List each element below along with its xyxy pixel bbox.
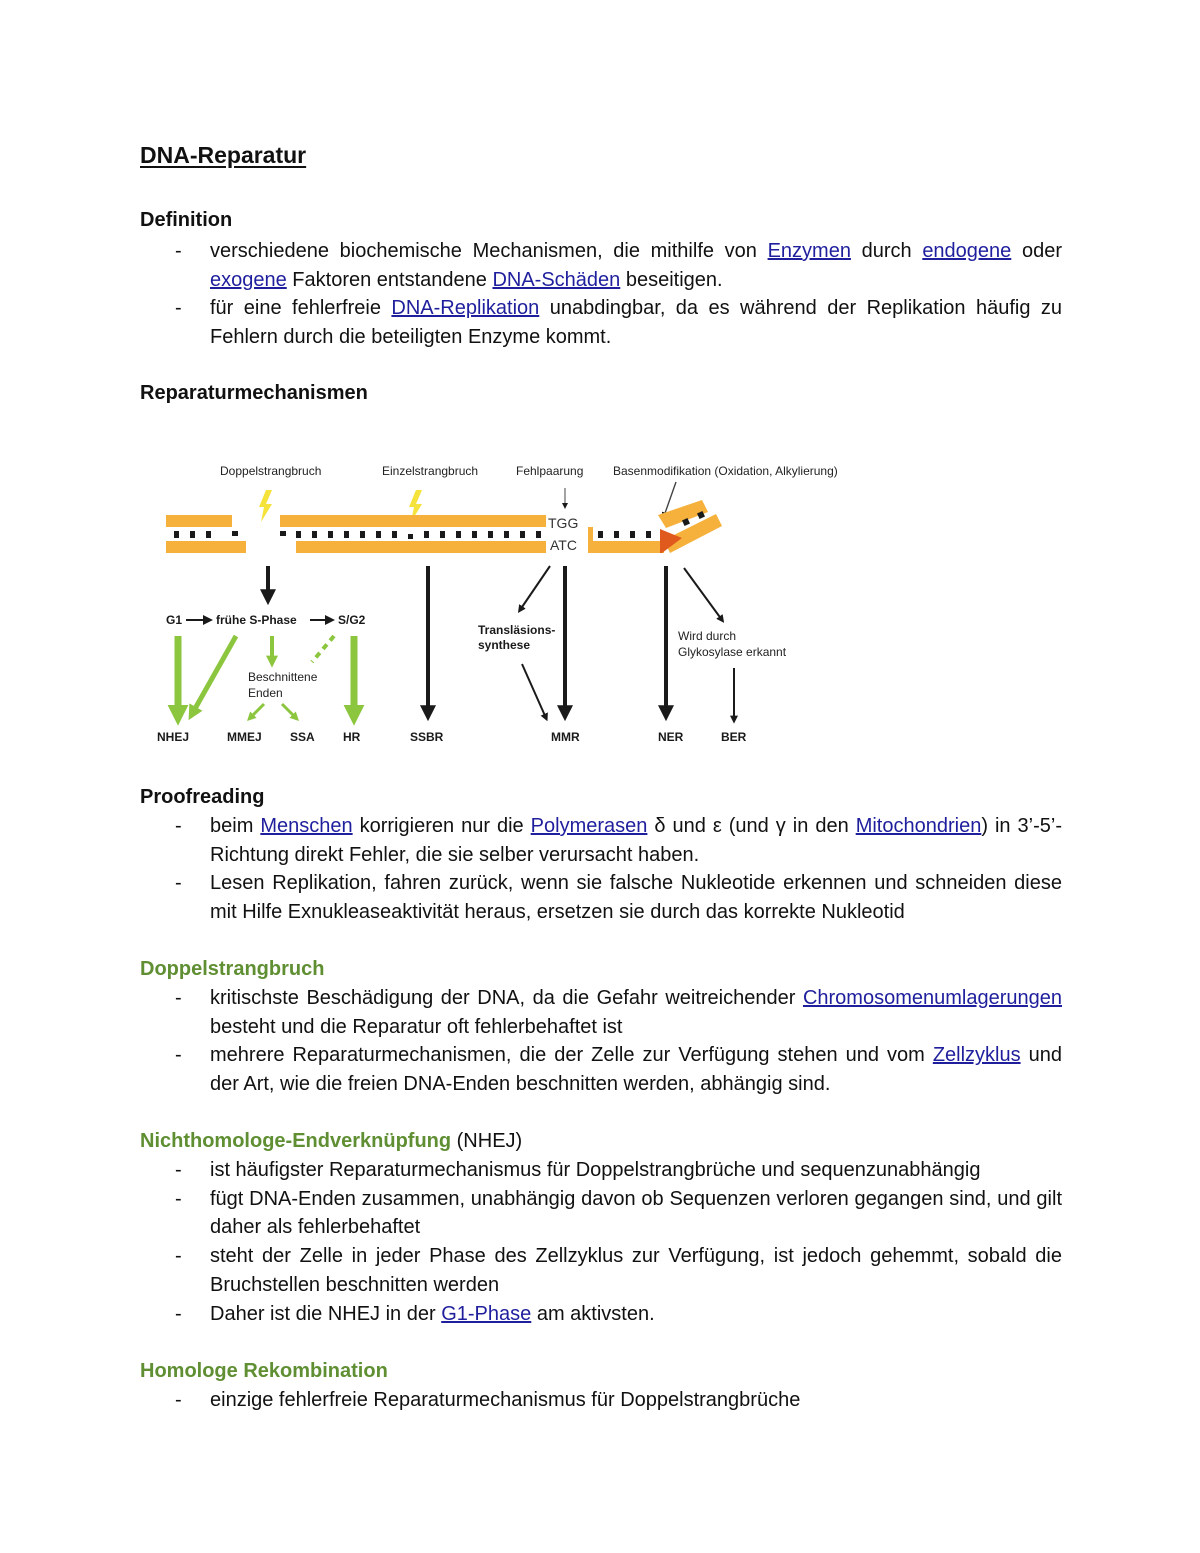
label-enden: Enden <box>248 686 283 700</box>
list-item <box>140 1041 1062 1098</box>
list-item: - ist häufigster Reparaturmechanismus für Doppelstrangbrüche und sequenzunabhängig <box>140 1156 1062 1185</box>
list-item: - steht der Zelle in jeder Phase des Zellzyklus zur Verfügung, ist jedoch gehemmt, sobald die Bruchstellen beschnitten werden <box>140 1242 1062 1299</box>
text: oder <box>1011 240 1062 262</box>
arrow <box>522 664 546 718</box>
label-ber: BER <box>721 730 747 744</box>
text: korrigieren nur die <box>352 815 531 837</box>
dna-strand <box>166 500 722 553</box>
list-item <box>140 812 1062 869</box>
link-enzymen[interactable]: Enzymen <box>767 240 851 262</box>
text: für eine fehlerfreie <box>210 297 392 320</box>
text: und der Art, wie die freien DNA-Enden beschnitten werden, abhängig sind. <box>210 1044 1062 1096</box>
link-exogene[interactable]: exogene <box>210 268 287 291</box>
link-polymerasen[interactable]: Polymerasen <box>530 815 648 837</box>
homologe-rekombination-list <box>140 1386 1062 1415</box>
lightning-icon <box>259 490 272 522</box>
label-nhej: NHEJ <box>157 730 190 744</box>
heading-text: Nichthomologe-Endverknüpfung <box>140 1130 452 1152</box>
label-translaesion: Transläsions- <box>478 623 556 637</box>
label-glykosylase: Glykosylase erkannt <box>678 645 787 659</box>
link-chromosomenumlagerungen[interactable]: Chromosomenumlagerungen <box>802 987 1062 1009</box>
heading-doppelstrangbruch: Doppelstrangbruch <box>140 958 325 980</box>
list-item <box>140 294 1062 351</box>
link-zellzyklus[interactable]: Zellzyklus <box>932 1044 1021 1067</box>
label-synthese: synthese <box>478 638 531 652</box>
link-dna-schaeden[interactable]: DNA-Schäden <box>492 268 621 291</box>
text: besteht und die Reparatur oft fehlerbehaftet ist <box>210 1015 623 1038</box>
text: am aktivsten. <box>531 1302 655 1325</box>
text: Daher ist die NHEJ in der <box>210 1302 442 1325</box>
definition-list <box>140 237 1062 352</box>
text: kritischste Beschädigung der DNA, da die Gefahr weitreichender <box>210 987 803 1009</box>
arrow-ssa <box>282 704 296 718</box>
label-mmej: MMEJ <box>227 730 262 744</box>
label-mmr: MMR <box>551 730 580 744</box>
arrow-dashed <box>312 636 334 662</box>
label-einzelstrangbruch: Einzelstrangbruch <box>382 464 479 478</box>
label-hr: HR <box>343 730 361 744</box>
page-title: DNA-Reparatur <box>140 142 307 168</box>
arrow <box>684 568 722 620</box>
link-dna-replikation[interactable]: DNA-Replikation <box>391 297 540 320</box>
sequence-bottom: ATC <box>550 537 577 553</box>
proofreading-list <box>140 812 1062 927</box>
heading-proofreading: Proofreading <box>140 786 265 808</box>
label-s-g2: S/G2 <box>338 613 366 627</box>
label-wird-durch: Wird durch <box>678 629 737 643</box>
label-fruehe-s-phase: frühe S-Phase <box>216 613 297 627</box>
list-item <box>140 984 1062 1041</box>
arrow <box>192 636 236 714</box>
heading-definition: Definition <box>140 209 233 231</box>
label-g1: G1 <box>166 613 183 627</box>
heading-reparaturmechanismen: Reparaturmechanismen <box>140 382 368 404</box>
text: δ und ε (und γ in den <box>647 815 856 837</box>
list-item: - einzige fehlerfreie Reparaturmechanismus für Doppelstrangbrüche <box>140 1386 1062 1415</box>
label-ssbr: SSBR <box>410 730 444 744</box>
label-basenmodifikation: Basenmodifikation (Oxidation, Alkylierung) <box>613 464 838 478</box>
text: durch <box>850 240 923 262</box>
arrow-mmej <box>250 704 264 718</box>
list-item <box>140 237 1062 294</box>
text: unabdingbar, da es während der Replikation häufig zu Fehlern durch die beteiligten Enzyme kommt. <box>210 297 1063 349</box>
sequence-top: TGG <box>548 515 579 531</box>
text: ) in 3’-5’-Richtung direkt Fehler, die sie selber verursacht haben. <box>210 815 1062 866</box>
arrow <box>520 566 550 610</box>
doppelstrangbruch-list <box>140 984 1062 1099</box>
text: verschiedene biochemische Mechanismen, die mithilfe von <box>210 240 768 262</box>
list-item: - Lesen Replikation, fahren zurück, wenn sie falsche Nukleotide erkennen und schneiden diese mit Hilfe Exnukleaseaktivität heraus, ersetzen sie durch das korrekte Nukleotid <box>140 869 1062 926</box>
link-endogene[interactable]: endogene <box>922 240 1012 262</box>
list-item <box>140 1300 1062 1329</box>
list-item: - fügt DNA-Enden zusammen, unabhängig davon ob Sequenzen verloren gegangen sind, und gilt daher als fehlerbehaftet <box>140 1185 1062 1242</box>
text: Faktoren entstandene <box>286 268 493 291</box>
link-menschen[interactable]: Menschen <box>260 815 353 837</box>
text: beseitigen. <box>620 268 723 291</box>
label-doppelstrangbruch: Doppelstrangbruch <box>220 464 322 478</box>
nhej-list <box>140 1156 1062 1328</box>
repair-mechanisms-diagram <box>150 452 870 752</box>
link-mitochondrien[interactable]: Mitochondrien <box>855 815 982 837</box>
label-fehlpaarung: Fehlpaarung <box>516 464 584 478</box>
link-g1-phase[interactable]: G1-Phase <box>441 1302 532 1325</box>
heading-nhej <box>140 1130 522 1153</box>
heading-suffix: (NHEJ) <box>451 1130 523 1152</box>
label-ner: NER <box>658 730 684 744</box>
text: mehrere Reparaturmechanismen, die der Zelle zur Verfügung stehen und vom <box>210 1044 933 1067</box>
heading-homologe-rekombination: Homologe Rekombination <box>140 1360 388 1382</box>
label-beschnittene: Beschnittene <box>248 670 318 684</box>
label-ssa: SSA <box>290 730 315 744</box>
text: beim <box>210 815 261 837</box>
